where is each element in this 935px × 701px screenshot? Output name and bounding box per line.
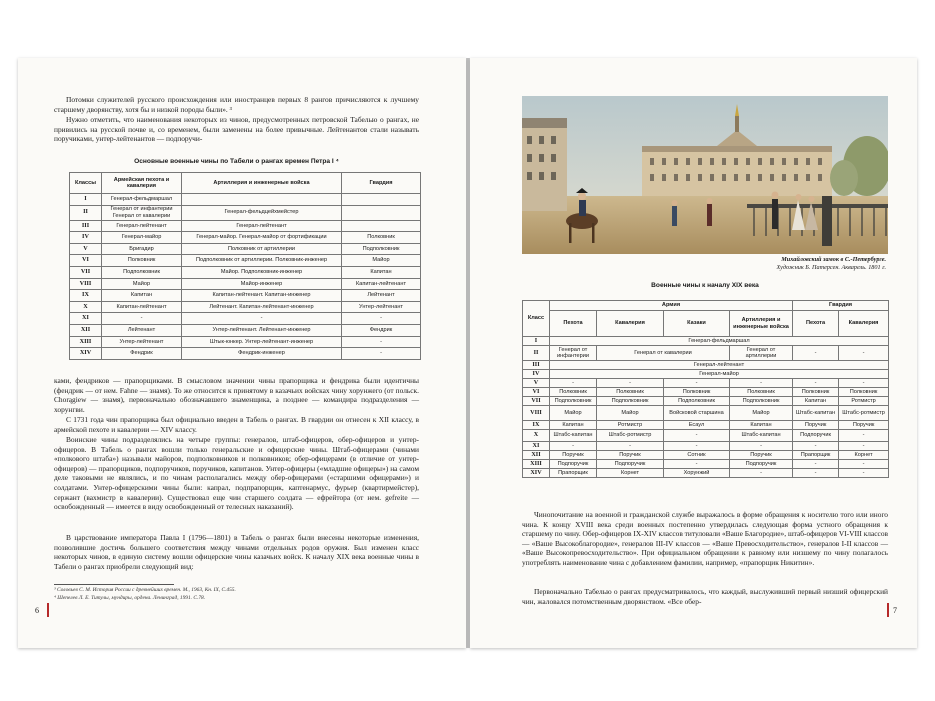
footnote-1: ³ Соловьев С. М. История России с древнейших времен. М., 1963, Кн. IX, С.455. bbox=[54, 587, 236, 593]
table-row bbox=[70, 220, 421, 232]
table-subheader: Кавалерия bbox=[839, 311, 889, 337]
table-row bbox=[70, 232, 421, 244]
table-row bbox=[70, 278, 421, 290]
table-cell: - bbox=[839, 430, 889, 442]
table-cell: Капитан-лейтенант bbox=[102, 301, 182, 313]
table-cell: III bbox=[523, 361, 550, 370]
table-cell: - bbox=[793, 460, 839, 469]
right-table-title: Военные чины к началу XIX века bbox=[651, 282, 759, 289]
table-cell: Генерал от артиллерии bbox=[730, 346, 793, 361]
table-cell: X bbox=[523, 430, 550, 442]
table-cell: Майор bbox=[597, 406, 664, 421]
table-cell: Штабс-капитан bbox=[550, 430, 597, 442]
table-cell: XI bbox=[70, 313, 102, 325]
table-cell: Унтер-лейтенант. Лейтенант-инженер bbox=[182, 324, 342, 336]
caption-title: Михайловский замок в С.-Петербурге. bbox=[781, 256, 886, 263]
table-row bbox=[70, 324, 421, 336]
table-cell: VII bbox=[70, 266, 102, 278]
table-cell: Генерал-майор bbox=[102, 232, 182, 244]
table-cell: - bbox=[182, 313, 342, 325]
left-page bbox=[18, 58, 466, 648]
intro-paragraph-2: Нужно отметить, что наименования некоторых из чинов, предусмотренных петровской Табелью о рангах, не привились на русской почве и, со временем, были заменены на более привычные. Лейтенантов стали называть поручиками, унтер-лейтенантов — подпоручи- bbox=[54, 115, 419, 144]
table-cell: - bbox=[839, 442, 889, 451]
table-cell: Майор bbox=[550, 406, 597, 421]
table-cell: Подполковник bbox=[730, 397, 793, 406]
table-cell: - bbox=[102, 313, 182, 325]
table-cell: - bbox=[664, 460, 730, 469]
table-cell: III bbox=[70, 220, 102, 232]
table-cell: I bbox=[523, 337, 550, 346]
table-cell: Капитан bbox=[730, 421, 793, 430]
table-cell: Лейтенант bbox=[102, 324, 182, 336]
table-cell: V bbox=[523, 379, 550, 388]
table-cell: Полковник bbox=[793, 388, 839, 397]
table-subheader: Казаки bbox=[664, 311, 730, 337]
table-cell: XIII bbox=[70, 336, 102, 348]
table-cell: Генерал-лейтенант bbox=[182, 220, 342, 232]
table-cell: Подпоручик bbox=[730, 460, 793, 469]
table-cell: - bbox=[597, 442, 664, 451]
table-cell: Майор bbox=[730, 406, 793, 421]
table-row bbox=[70, 290, 421, 302]
table-cell: Поручик bbox=[730, 451, 793, 460]
table-cell: Фендрик bbox=[102, 348, 182, 360]
body-paragraph-2: С 1731 года чин прапорщика был официально введен в Табель о рангах. В гвардии он отнесен к XII классу, в армейской пехоте и кавалерии — XIV классу. bbox=[54, 415, 419, 434]
table-cell: XII bbox=[523, 451, 550, 460]
table-cell: - bbox=[793, 469, 839, 478]
table-cell bbox=[342, 194, 421, 206]
table-cell: Бригадир bbox=[102, 243, 182, 255]
footnote-rule bbox=[54, 584, 174, 585]
table-cell: Поручик bbox=[793, 421, 839, 430]
table-cell: Штабс-ротмистр bbox=[839, 406, 889, 421]
table-row bbox=[523, 451, 889, 460]
table-cell: Подпоручик bbox=[597, 460, 664, 469]
table-cell: Генерал от инфантерии Генерал от кавалерии bbox=[102, 205, 182, 220]
table-cell: X bbox=[70, 301, 102, 313]
table-cell: - bbox=[342, 313, 421, 325]
table-cell: Подпоручик bbox=[550, 460, 597, 469]
table-cell: Прапорщик bbox=[793, 451, 839, 460]
table-row bbox=[523, 388, 889, 397]
table-cell: Корнет bbox=[839, 451, 889, 460]
table-row bbox=[523, 442, 889, 451]
table-cell: Генерал-фельдцейхмейстер bbox=[182, 205, 342, 220]
table-row bbox=[523, 430, 889, 442]
table-cell bbox=[342, 220, 421, 232]
intro-paragraph-1: Потомки служителей русского происхождения или иностранцев первых 8 рангов причисляются к лучшему старшему дворянству, хотя бы и низкой породы были». ³ bbox=[54, 95, 419, 114]
left-table-title: Основные военные чины по Табели о рангах времен Петра I ⁴ bbox=[134, 158, 339, 165]
page-number-marker bbox=[47, 603, 49, 617]
table-cell: Штабс-капитан bbox=[730, 430, 793, 442]
table-row bbox=[523, 337, 889, 346]
table-subheader: Пехота bbox=[793, 311, 839, 337]
table-cell: Капитан bbox=[342, 266, 421, 278]
table-row bbox=[523, 469, 889, 478]
table-cell: - bbox=[550, 379, 597, 388]
table-cell: - bbox=[730, 469, 793, 478]
table-header: Армия bbox=[550, 301, 793, 311]
caption-subtitle: Художник Б. Патерсен. Акварель. 1801 г. bbox=[776, 264, 886, 271]
table-row bbox=[523, 397, 889, 406]
table-cell: Капитан bbox=[550, 421, 597, 430]
table-cell: Майор bbox=[102, 278, 182, 290]
table-cell: Подполковник bbox=[597, 397, 664, 406]
table-row bbox=[70, 266, 421, 278]
table-cell: IX bbox=[523, 421, 550, 430]
table-cell: Поручик bbox=[550, 451, 597, 460]
body-paragraph-1: ками, фендриков — прапорщиками. В смысловом значении чины прапорщика и фендрика были идентичны (фендрик — от нем. Fahne — знамя). То же относится к принятому в казачьих войсках чину хорунжего (от польск. Chorągiew — знамя), первоначально обозначавшего знаменщика, а позднее — командира подразделения — хорунгви. bbox=[54, 376, 419, 414]
table-row bbox=[523, 460, 889, 469]
table-cell: IV bbox=[523, 370, 550, 379]
table-row bbox=[523, 421, 889, 430]
table-cell: Ротмистр bbox=[597, 421, 664, 430]
table-row bbox=[523, 361, 889, 370]
table-header: Артиллерия и инженерные войска bbox=[182, 173, 342, 194]
table-cell: Фендрик bbox=[342, 324, 421, 336]
table-cell: Лейтенант. Капитан-лейтенант-инженер bbox=[182, 301, 342, 313]
table-cell: Подпоручик bbox=[793, 430, 839, 442]
table-cell: VI bbox=[70, 255, 102, 267]
table-cell: Генерал от инфантерии bbox=[550, 346, 597, 361]
table-cell bbox=[342, 205, 421, 220]
table-cell: IV bbox=[70, 232, 102, 244]
table-row bbox=[523, 379, 889, 388]
table-cell: XIII bbox=[523, 460, 550, 469]
table-row bbox=[70, 205, 421, 220]
table-cell: - bbox=[342, 348, 421, 360]
table-cell: Штабс-ротмистр bbox=[597, 430, 664, 442]
table-subheader: Пехота bbox=[550, 311, 597, 337]
table-cell: Штык-юнкер. Унтер-лейтенант-инженер bbox=[182, 336, 342, 348]
table-cell: - bbox=[664, 430, 730, 442]
table-cell: Генерал-майор. Генерал-майор от фортификации bbox=[182, 232, 342, 244]
table-cell: Генерал-фельдмаршал bbox=[102, 194, 182, 206]
table-cell: Генерал-фельдмаршал bbox=[550, 337, 889, 346]
table-cell: Капитан bbox=[793, 397, 839, 406]
table-cell: Поручик bbox=[839, 421, 889, 430]
table-cell: - bbox=[839, 469, 889, 478]
table-cell: I bbox=[70, 194, 102, 206]
table-header: Гвардия bbox=[793, 301, 889, 311]
table-cell: XIV bbox=[70, 348, 102, 360]
table-cell: Подполковник bbox=[550, 397, 597, 406]
page-number: 7 bbox=[893, 606, 897, 615]
table-row bbox=[70, 313, 421, 325]
table-cell: Ротмистр bbox=[839, 397, 889, 406]
table-subheader: Кавалерия bbox=[597, 311, 664, 337]
table-cell: Штабс-капитан bbox=[793, 406, 839, 421]
table-cell: - bbox=[664, 379, 730, 388]
table-cell: Майор-инженер bbox=[182, 278, 342, 290]
table-cell bbox=[182, 194, 342, 206]
table-subheader: Артиллерия и инженерные войска bbox=[730, 311, 793, 337]
table-cell: - bbox=[839, 379, 889, 388]
table-cell: Майор. Подполковник-инженер bbox=[182, 266, 342, 278]
table-row bbox=[70, 243, 421, 255]
right-body-paragraph-1: Чинопочитание на военной и гражданской службе выражалось в форме обращения к носителю того или иного чина. К концу XVIII века среди военных постепенно утвердилась следующая форма устного обращения к старшему по чину. Обер-офицеров IX-XIV классов титуловали «Ваше Благородие», штаб-офицеров VI-VIII классов — «Ваше Высокоблагородие», генералов III-IV классов — «Ваше Превосходительство», генералов I-II классов — «Ваше Высокопревосходительство». При официальном обращении к равному или низшему по чину полагалось употреблять наименование чина с добавлением фамилии, например, «прапорщик Никитин». bbox=[522, 510, 888, 567]
table-cell: - bbox=[550, 442, 597, 451]
table-cell: Полковник от артиллерии bbox=[182, 243, 342, 255]
table-cell: Капитан-лейтенант. Капитан-инженер bbox=[182, 290, 342, 302]
table-cell: Хорунжий bbox=[664, 469, 730, 478]
page-number: 6 bbox=[35, 606, 39, 615]
mikhailovsky-castle-painting bbox=[522, 96, 888, 254]
table-cell: Поручик bbox=[597, 451, 664, 460]
table-header: Армейская пехота и кавалерия bbox=[102, 173, 182, 194]
table-cell: Лейтенант bbox=[342, 290, 421, 302]
table-cell: Подполковник от артиллерии. Полковник-инженер bbox=[182, 255, 342, 267]
table-row bbox=[70, 348, 421, 360]
table-cell: Генерал-лейтенант bbox=[102, 220, 182, 232]
table-cell: Подполковник bbox=[102, 266, 182, 278]
table-cell: Майор bbox=[342, 255, 421, 267]
table-cell: - bbox=[839, 460, 889, 469]
table-cell: VII bbox=[523, 397, 550, 406]
table-row bbox=[523, 406, 889, 421]
table-cell: Полковник bbox=[550, 388, 597, 397]
table-cell: Есаул bbox=[664, 421, 730, 430]
table-cell: Полковник bbox=[102, 255, 182, 267]
table-cell: - bbox=[342, 336, 421, 348]
table-header: Классы bbox=[70, 173, 102, 194]
table-cell: VIII bbox=[70, 278, 102, 290]
table-cell: Подполковник bbox=[342, 243, 421, 255]
table-row bbox=[70, 336, 421, 348]
table-cell: - bbox=[664, 442, 730, 451]
table-header: Класс bbox=[523, 301, 550, 337]
footnote-2: ⁴ Шепелев Л. Е. Титулы, мундиры, ордена. Ленинград, 1991. С.78. bbox=[54, 595, 206, 601]
table-cell: Полковник bbox=[730, 388, 793, 397]
table-cell: Унтер-лейтенант bbox=[102, 336, 182, 348]
table-cell: Полковник bbox=[839, 388, 889, 397]
table-cell: - bbox=[839, 346, 889, 361]
table-cell: VIII bbox=[523, 406, 550, 421]
table-cell: VI bbox=[523, 388, 550, 397]
table-cell: II bbox=[523, 346, 550, 361]
table-cell: Генерал-майор bbox=[550, 370, 889, 379]
table-cell: Полковник bbox=[342, 232, 421, 244]
table-cell: Корнет bbox=[597, 469, 664, 478]
table-cell: V bbox=[70, 243, 102, 255]
body-paragraph-4: В царствование императора Павла I (1796—1801) в Табель о рангах были внесены некоторые изменения, позволившие достичь большего соответствия между чинами отдельных родов оружия. Был изменен класс некоторых чинов, в единую систему вошли офицерские чины казачьих войск. К началу XIX века военные чины в Табели о рангах приобрели следующий вид: bbox=[54, 533, 419, 571]
petrine-ranks-table bbox=[69, 172, 421, 360]
table-cell: XIV bbox=[523, 469, 550, 478]
table-cell: Унтер-лейтенант bbox=[342, 301, 421, 313]
table-cell: Сотник bbox=[664, 451, 730, 460]
table-row bbox=[70, 255, 421, 267]
table-cell: Полковник bbox=[664, 388, 730, 397]
picture-caption bbox=[650, 256, 886, 272]
table-cell: - bbox=[730, 442, 793, 451]
table-cell: - bbox=[793, 442, 839, 451]
table-cell: Фендрик-инженер bbox=[182, 348, 342, 360]
table-cell: Генерал-лейтенант bbox=[550, 361, 889, 370]
table-cell: Капитан bbox=[102, 290, 182, 302]
table-cell: IX bbox=[70, 290, 102, 302]
table-cell: Капитан-лейтенант bbox=[342, 278, 421, 290]
table-cell: Войсковой старшина bbox=[664, 406, 730, 421]
table-cell: Прапорщик bbox=[550, 469, 597, 478]
table-cell: II bbox=[70, 205, 102, 220]
table-cell: XII bbox=[70, 324, 102, 336]
page-number-marker bbox=[887, 603, 889, 617]
right-page bbox=[470, 58, 917, 648]
table-cell: - bbox=[793, 379, 839, 388]
table-row bbox=[523, 346, 889, 361]
table-header: Гвардия bbox=[342, 173, 421, 194]
table-cell: - bbox=[597, 379, 664, 388]
table-cell: Подполковник bbox=[664, 397, 730, 406]
right-body-paragraph-2: Первоначально Табелью о рангах предусматривалось, что каждый, выслуживший первый низший офицерский чин, жаловался потомственным дворянством. «Все обер- bbox=[522, 587, 888, 606]
table-row bbox=[523, 370, 889, 379]
table-cell: XI bbox=[523, 442, 550, 451]
table-cell: - bbox=[793, 346, 839, 361]
table-cell: Генерал от кавалерии bbox=[597, 346, 730, 361]
table-row bbox=[70, 194, 421, 206]
table-row bbox=[70, 301, 421, 313]
table-cell: - bbox=[730, 379, 793, 388]
ranks-1800-table bbox=[522, 300, 889, 478]
table-cell: Полковник bbox=[597, 388, 664, 397]
body-paragraph-3: Воинские чины подразделялись на четыре группы: генералов, штаб-офицеров, обер-офицеров и унтер-офицеров. В Табель о рангах вошли только генеральские и офицерские чины. Штаб-офицерами (чинами «полкового штаба») называли майоров, подполковников и полковников; обер-офицерами (в отличие от унтер-офицеров) — прапорщиков, подпоручиков, поручиков, капитанов. Унтер-офицеры («младшие офицеры») на самом деле таковыми не являлись, и по чинам располагались между обер-офицерами («старшими офицерами») и солдатами. Унтер-офицерскими чины были: капрал, подпрапорщик, каптенармус, фурьер (квартирмейстер), сержант (вахмистр в кавалерии). Существовал еще чин старшего солдата — ефрейтора (от нем. gefreite — освобожденный — имеется в виду освобожденный от телесных наказаний). bbox=[54, 435, 419, 512]
